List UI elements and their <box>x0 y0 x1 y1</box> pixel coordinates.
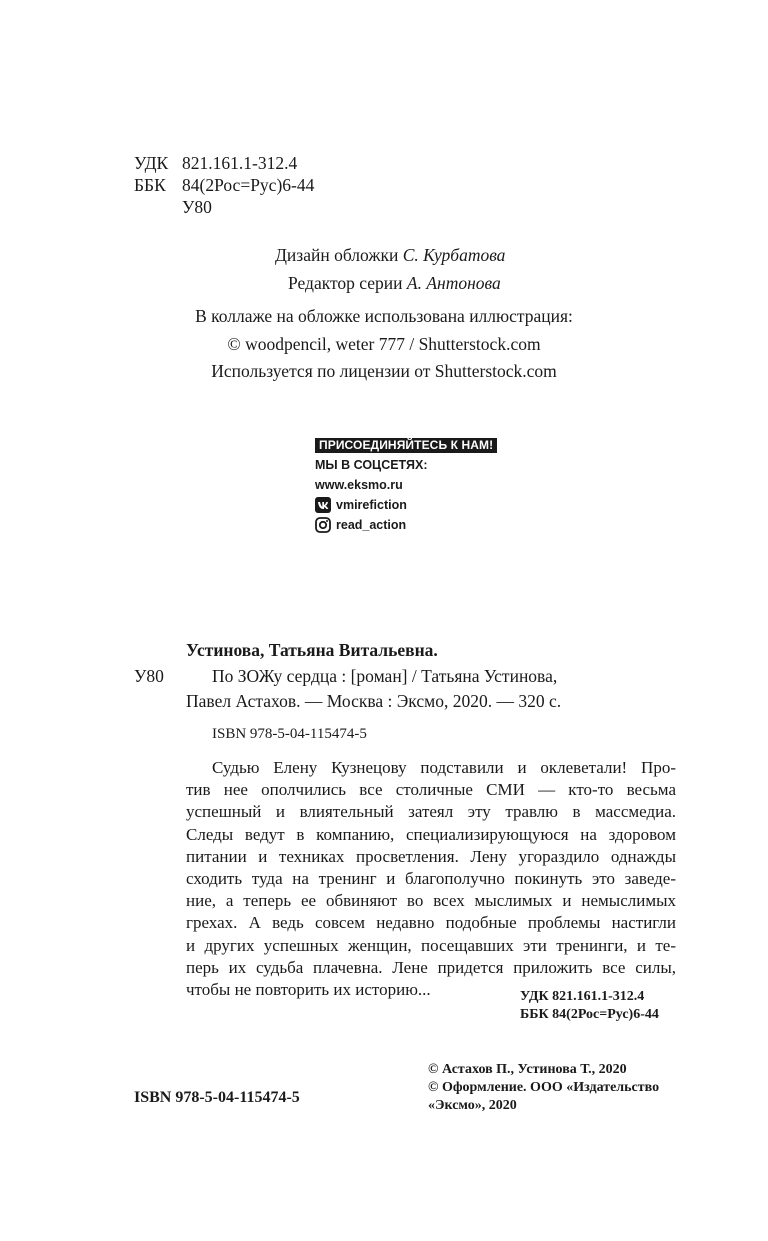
cover-design-name: С. Курбатова <box>402 245 506 265</box>
bbk-row <box>134 174 314 196</box>
author-mark: У80 <box>182 197 212 217</box>
bottom-bbk: ББК 84(2Рос=Рус)6-44 <box>520 1007 659 1022</box>
catalog-title-line-2: Павел Астахов. — Москва : Эксмо, 2020. — 320 с. <box>186 691 562 711</box>
annotation <box>186 757 676 1001</box>
isbn-bottom: ISBN 978-5-04-115474-5 <box>134 1089 300 1106</box>
annotation-line: и других успешных женщин, посещавших эти тренинги, и те- <box>186 935 676 955</box>
catalog-mark: У80 <box>134 666 164 686</box>
udk-label: УДК <box>134 153 169 173</box>
bottom-udk: УДК 821.161.1-312.4 <box>520 989 645 1004</box>
annotation-line: грехах. А ведь совсем недавно подобные проблемы настигли <box>186 913 676 933</box>
udk-value: 821.161.1-312.4 <box>182 153 298 173</box>
annotation-line: Следы ведут в компанию, специализирующуюся на здоровом <box>186 824 676 844</box>
collage-line-2: © woodpencil, weter 777 / Shutterstock.com <box>227 334 541 354</box>
copyright-line-2: © Оформление. ООО «Издательство <box>428 1080 660 1095</box>
catalog-title-line-1: По ЗОЖу сердца : [роман] / Татьяна Устинова, <box>212 666 558 686</box>
series-editor-label: Редактор серии <box>288 273 403 293</box>
annotation-line: питании и техниках просветления. Лену угораздило однажды <box>186 846 676 866</box>
copyright-line-1: © Астахов П., Устинова Т., 2020 <box>428 1062 627 1077</box>
series-editor-credit <box>288 272 501 294</box>
instagram-row[interactable] <box>315 515 497 535</box>
social-subtitle: МЫ В СОЦСЕТЯХ: <box>315 458 428 472</box>
vk-icon <box>315 497 331 513</box>
website-link[interactable]: www.eksmo.ru <box>315 478 403 492</box>
annotation-line: чтобы не повторить их историю... <box>186 979 431 999</box>
annotation-line: Судью Елену Кузнецову подставили и оклеветали! Про- <box>212 758 676 777</box>
collage-line-3: Используется по лицензии от Shutterstock.com <box>211 361 557 381</box>
social-block <box>315 435 497 535</box>
cover-design-credit <box>275 244 505 266</box>
catalog-author: Устинова, Татьяна Витальевна. <box>186 640 438 660</box>
series-editor-name: А. Антонова <box>406 273 501 293</box>
author-mark-row <box>134 196 314 218</box>
bbk-value: 84(2Рос=Рус)6-44 <box>182 175 315 195</box>
copyright-line-3: «Эксмо», 2020 <box>428 1098 517 1113</box>
catalog-isbn: ISBN 978-5-04-115474-5 <box>212 726 367 742</box>
udk-row <box>134 152 314 174</box>
bbk-label: ББК <box>134 175 166 195</box>
vk-row[interactable] <box>315 495 497 515</box>
join-banner: ПРИСОЕДИНЯЙТЕСЬ К НАМ! <box>315 438 497 453</box>
annotation-line: ние, а теперь ее обвиняют во всех мыслимых и немыслимых <box>186 891 676 911</box>
instagram-handle: read_action <box>336 518 407 532</box>
cover-design-label: Дизайн обложки <box>275 245 399 265</box>
classification-block <box>134 152 314 218</box>
annotation-line: тив нее ополчились все столичные СМИ — кто-то весьма <box>186 780 676 800</box>
annotation-line: сходить туда на тренинг и благополучно покинуть это заведе- <box>186 868 676 888</box>
vk-handle: vmirefiction <box>336 498 407 512</box>
annotation-line: перь их судьба плачевна. Лене придется приложить все силы, <box>186 957 676 977</box>
annotation-line: успешный и влиятельный затеял эту травлю в массмедиа. <box>186 802 676 822</box>
collage-line-1: В коллаже на обложке использована иллюстрация: <box>195 306 573 326</box>
instagram-icon <box>315 517 331 533</box>
